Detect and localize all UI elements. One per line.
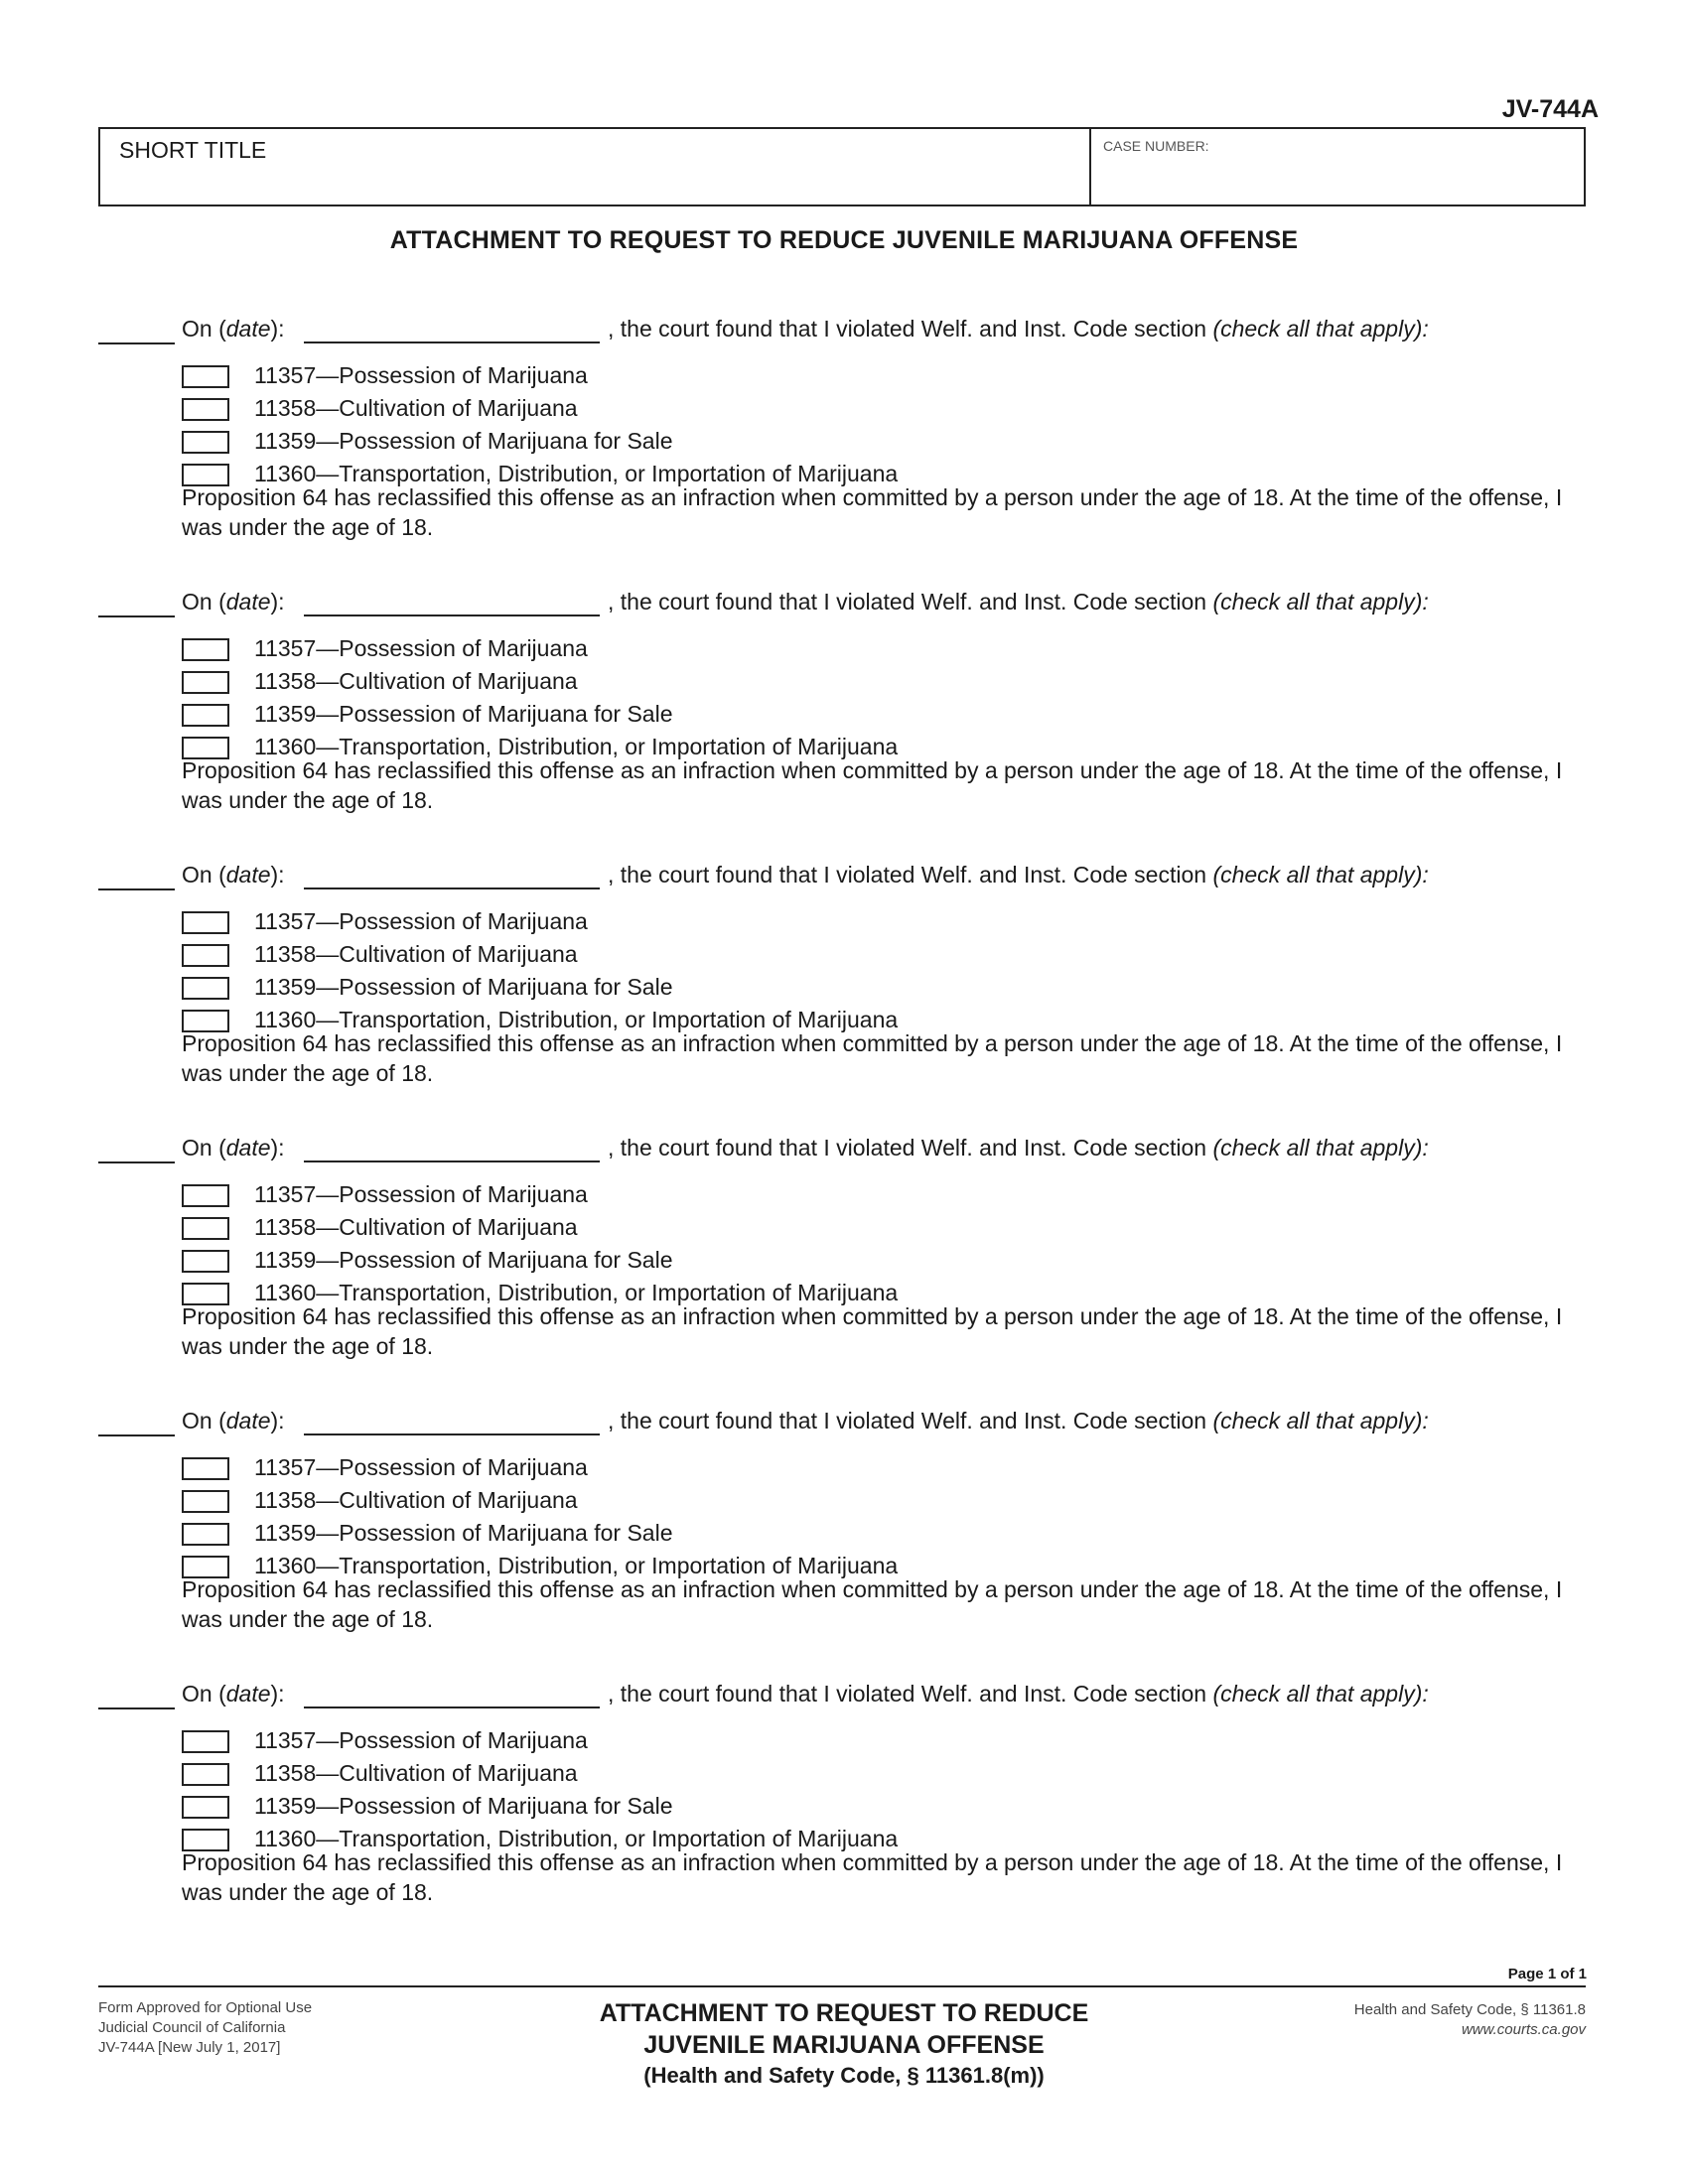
offense-option [182, 1793, 1175, 1823]
offense-option-label: 11359—Possession of Marijuana for Sale [254, 1520, 673, 1546]
offense-option-label: 11360—Transportation, Distribution, or Importation of Marijuana [254, 461, 899, 486]
court-finding-text [608, 589, 1429, 615]
offense-checkbox[interactable] [182, 1730, 229, 1753]
check-all-instruction: (check all that apply): [1212, 1408, 1429, 1433]
offense-section [0, 316, 1688, 554]
footer-code-ref: Health and Safety Code, § 11361.8 [1353, 2001, 1586, 2018]
date-input-line[interactable] [304, 887, 600, 889]
item-number-blank[interactable] [98, 888, 175, 890]
offense-checkbox[interactable] [182, 944, 229, 967]
offense-option-label: 11360—Transportation, Distribution, or Importation of Marijuana [254, 1826, 899, 1851]
offense-section [0, 1681, 1688, 1919]
offense-checkbox[interactable] [182, 398, 229, 421]
on-label-end: ): [270, 589, 285, 614]
footer-title-line1: ATTACHMENT TO REQUEST TO REDUCE [599, 1999, 1089, 2027]
court-finding-text [608, 1681, 1429, 1707]
offense-checkbox[interactable] [182, 1217, 229, 1240]
offense-section [0, 589, 1688, 827]
offense-option-label: 11358—Cultivation of Marijuana [254, 668, 578, 694]
date-input-line[interactable] [304, 341, 600, 343]
page-title: ATTACHMENT TO REQUEST TO REDUCE JUVENILE MARIJUANA OFFENSE [389, 226, 1299, 254]
date-input-line[interactable] [304, 1160, 600, 1162]
on-label-date-word: date [225, 316, 271, 341]
on-label-start: On ( [182, 1408, 226, 1433]
offense-option [182, 1454, 1175, 1484]
court-finding-main: , the court found that I violated Welf. and Inst. Code section [608, 589, 1213, 614]
on-label-start: On ( [182, 1135, 226, 1160]
footer-right [1192, 2000, 1586, 2040]
offense-option [182, 1247, 1175, 1277]
offense-option-label: 11359—Possession of Marijuana for Sale [254, 428, 673, 454]
item-number-blank[interactable] [98, 1161, 175, 1163]
offense-option-label: 11358—Cultivation of Marijuana [254, 941, 578, 967]
footer-divider [98, 1985, 1586, 1987]
offense-checkbox[interactable] [182, 1523, 229, 1546]
on-label-date-word: date [225, 1681, 271, 1706]
offense-option-label: 11357—Possession of Marijuana [254, 908, 588, 934]
offense-section [0, 1408, 1688, 1646]
date-input-line[interactable] [304, 614, 600, 616]
form-id: JV-744A [1501, 95, 1599, 123]
offense-checkbox[interactable] [182, 1490, 229, 1513]
offense-option-label: 11357—Possession of Marijuana [254, 1727, 588, 1753]
offense-option-label: 11360—Transportation, Distribution, or Importation of Marijuana [254, 1553, 899, 1578]
page-number: Page 1 of 1 [1507, 1966, 1587, 1982]
on-date-label [182, 316, 285, 342]
on-date-label [182, 1135, 285, 1161]
on-label-start: On ( [182, 862, 226, 887]
offense-option [182, 701, 1175, 731]
check-all-instruction: (check all that apply): [1212, 1135, 1429, 1160]
court-finding-text [608, 1135, 1429, 1161]
offense-checkbox[interactable] [182, 704, 229, 727]
offense-option-label: 11360—Transportation, Distribution, or Importation of Marijuana [254, 1280, 899, 1305]
offense-option-label: 11357—Possession of Marijuana [254, 1181, 588, 1207]
header-box [98, 127, 1586, 206]
offense-option [182, 1520, 1175, 1550]
offense-checkbox[interactable] [182, 365, 229, 388]
footer-title-line3: (Health and Safety Code, § 11361.8(m)) [643, 2063, 1045, 2088]
offense-option [182, 1487, 1175, 1517]
offense-option-label: 11358—Cultivation of Marijuana [254, 1760, 578, 1786]
footer-approval: Form Approved for Optional Use [98, 1999, 313, 2016]
offense-checkbox[interactable] [182, 1184, 229, 1207]
offense-option [182, 974, 1175, 1004]
offense-option [182, 941, 1175, 971]
court-finding-text [608, 1408, 1429, 1434]
footer-title-line2: JUVENILE MARIJUANA OFFENSE [643, 2031, 1045, 2059]
offense-option-label: 11359—Possession of Marijuana for Sale [254, 701, 673, 727]
footer-left [98, 1998, 312, 2058]
offense-checkbox[interactable] [182, 1457, 229, 1480]
offense-option-label: 11359—Possession of Marijuana for Sale [254, 1793, 673, 1819]
offense-option [182, 908, 1175, 938]
footer-title [447, 1997, 1241, 2091]
offense-option-label: 11359—Possession of Marijuana for Sale [254, 974, 673, 1000]
proposition-64-statement: Proposition 64 has reclassified this offense as an infraction when committed by a person under the age of 18. At the time of the offense, I was under the age of 18. [182, 1303, 1563, 1359]
offense-option-label: 11360—Transportation, Distribution, or Importation of Marijuana [254, 734, 899, 759]
offense-checkbox[interactable] [182, 638, 229, 661]
offense-checkbox[interactable] [182, 1796, 229, 1819]
check-all-instruction: (check all that apply): [1212, 1681, 1429, 1706]
on-date-label [182, 589, 285, 615]
offense-option [182, 362, 1175, 392]
offense-option [182, 1181, 1175, 1211]
offense-checkbox[interactable] [182, 671, 229, 694]
offense-option-label: 11358—Cultivation of Marijuana [254, 1487, 578, 1513]
date-input-line[interactable] [304, 1706, 600, 1708]
court-finding-main: , the court found that I violated Welf. and Inst. Code section [608, 316, 1213, 341]
proposition-64-statement: Proposition 64 has reclassified this offense as an infraction when committed by a person under the age of 18. At the time of the offense, I was under the age of 18. [182, 1576, 1563, 1632]
offense-option-label: 11357—Possession of Marijuana [254, 1454, 588, 1480]
on-label-end: ): [270, 1681, 285, 1706]
proposition-64-statement: Proposition 64 has reclassified this offense as an infraction when committed by a person under the age of 18. At the time of the offense, I was under the age of 18. [182, 757, 1563, 813]
footer-form-revision: JV-744A [New July 1, 2017] [98, 2039, 281, 2056]
on-date-label [182, 1681, 285, 1707]
offense-option [182, 395, 1175, 425]
on-label-end: ): [270, 1408, 285, 1433]
court-finding-main: , the court found that I violated Welf. and Inst. Code section [608, 862, 1213, 887]
check-all-instruction: (check all that apply): [1212, 316, 1429, 341]
footer-council: Judicial Council of California [98, 2019, 286, 2036]
offense-checkbox[interactable] [182, 1763, 229, 1786]
offense-option [182, 1214, 1175, 1244]
on-label-start: On ( [182, 1681, 226, 1706]
court-finding-main: , the court found that I violated Welf. and Inst. Code section [608, 1135, 1213, 1160]
offense-option [182, 1760, 1175, 1790]
on-date-label [182, 862, 285, 888]
footer-url[interactable]: www.courts.ca.gov [1461, 2021, 1586, 2038]
offense-option-label: 11357—Possession of Marijuana [254, 635, 588, 661]
court-finding-text [608, 862, 1429, 888]
offense-option-label: 11358—Cultivation of Marijuana [254, 395, 578, 421]
item-number-blank[interactable] [98, 1434, 175, 1436]
court-finding-text [608, 316, 1429, 342]
proposition-64-statement: Proposition 64 has reclassified this offense as an infraction when committed by a person under the age of 18. At the time of the offense, I was under the age of 18. [182, 484, 1563, 540]
short-title-label: SHORT TITLE [119, 137, 267, 163]
offense-checkbox[interactable] [182, 977, 229, 1000]
check-all-instruction: (check all that apply): [1212, 589, 1429, 614]
offense-checkbox[interactable] [182, 911, 229, 934]
offense-option [182, 668, 1175, 698]
offense-section [0, 862, 1688, 1100]
on-label-end: ): [270, 316, 285, 341]
offense-option [182, 1727, 1175, 1757]
offense-option-label: 11358—Cultivation of Marijuana [254, 1214, 578, 1240]
short-title-field[interactable] [100, 129, 1091, 205]
offense-section [0, 1135, 1688, 1373]
date-input-line[interactable] [304, 1433, 600, 1435]
court-finding-main: , the court found that I violated Welf. and Inst. Code section [608, 1408, 1213, 1433]
offense-option-label: 11359—Possession of Marijuana for Sale [254, 1247, 673, 1273]
on-label-date-word: date [225, 1408, 271, 1433]
case-number-label: CASE NUMBER: [1103, 138, 1209, 154]
on-label-end: ): [270, 1135, 285, 1160]
on-label-end: ): [270, 862, 285, 887]
offense-checkbox[interactable] [182, 1250, 229, 1273]
court-finding-main: , the court found that I violated Welf. and Inst. Code section [608, 1681, 1213, 1706]
check-all-instruction: (check all that apply): [1212, 862, 1429, 887]
proposition-64-statement: Proposition 64 has reclassified this offense as an infraction when committed by a person under the age of 18. At the time of the offense, I was under the age of 18. [182, 1849, 1563, 1905]
offense-option-label: 11360—Transportation, Distribution, or Importation of Marijuana [254, 1007, 899, 1032]
offense-option [182, 635, 1175, 665]
on-label-date-word: date [225, 1135, 271, 1160]
on-label-start: On ( [182, 316, 226, 341]
item-number-blank[interactable] [98, 615, 175, 617]
on-label-date-word: date [225, 862, 271, 887]
on-date-label [182, 1408, 285, 1434]
proposition-64-statement: Proposition 64 has reclassified this offense as an infraction when committed by a person under the age of 18. At the time of the offense, I was under the age of 18. [182, 1030, 1563, 1086]
on-label-date-word: date [225, 589, 271, 614]
item-number-blank[interactable] [98, 1707, 175, 1709]
on-label-start: On ( [182, 589, 226, 614]
offense-option-label: 11357—Possession of Marijuana [254, 362, 588, 388]
item-number-blank[interactable] [98, 342, 175, 344]
offense-checkbox[interactable] [182, 431, 229, 454]
offense-option [182, 428, 1175, 458]
